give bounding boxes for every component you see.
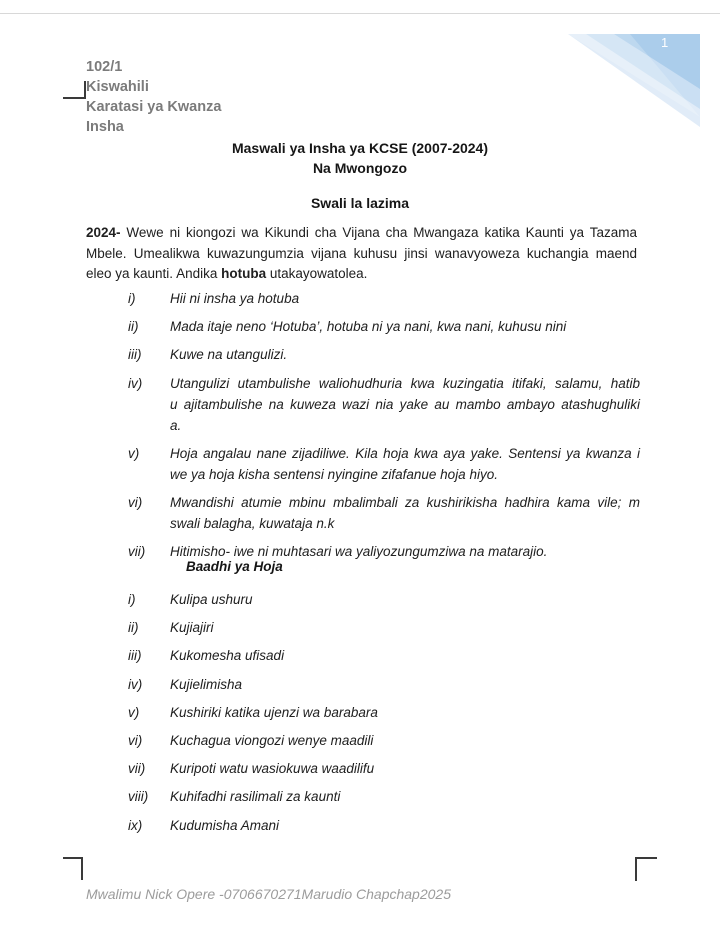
guideline-item: [128, 344, 640, 365]
section-heading: Swali la lazima: [310, 195, 410, 211]
top-divider: [0, 13, 720, 14]
plain-text: Wewe ni kiongozi wa Kikundi cha Vijana cha Mwangaza katika Kaunti ya Tazama: [120, 225, 637, 240]
question-line: [86, 244, 637, 265]
item-numeral: v): [128, 445, 140, 461]
item-text: [170, 316, 640, 337]
document-title: Maswali ya Insha ya KCSE (2007-2024): [231, 140, 489, 156]
crop-mark-bottom-left: [63, 857, 83, 880]
paper-header-line: Kiswahili: [86, 79, 149, 95]
point-item: [128, 758, 640, 779]
item-numeral: ii): [128, 319, 139, 335]
point-item: [128, 815, 640, 836]
item-text-line: Hitimisho- iwe ni muhtasari wa yaliyozungumziwa na matarajio.: [170, 544, 548, 560]
item-numeral: vi): [128, 732, 143, 748]
item-text-line: u ajitambulishe na kuweza wazi nia yake au mambo ambayo atashughuliki: [170, 396, 640, 412]
item-text-line: a.: [170, 417, 182, 433]
point-item: [128, 617, 640, 638]
item-text: [170, 373, 640, 436]
item-numeral: viii): [128, 789, 149, 805]
crop-mark-bottom-right: [635, 857, 657, 881]
point-item: [128, 786, 640, 807]
paper-header-line: Insha: [86, 119, 124, 135]
guideline-item: [128, 373, 640, 436]
item-text: Kuchagua viongozi wenye maadili: [170, 732, 374, 748]
guideline-item: [128, 316, 640, 337]
item-numeral: vi): [128, 494, 143, 510]
point-item: [128, 589, 640, 610]
item-text: Kulipa ushuru: [170, 592, 253, 607]
guidelines-list: [128, 288, 640, 569]
item-text: Kuhifadhi rasilimali za kaunti: [170, 789, 341, 805]
item-numeral: iii): [128, 648, 142, 664]
item-text-line: Kuwe na utangulizi.: [170, 347, 288, 363]
question-line: [86, 223, 637, 244]
item-numeral: ix): [128, 817, 143, 833]
item-text: [170, 344, 640, 365]
points-list: [128, 589, 640, 843]
question-text: [86, 223, 637, 285]
corner-decoration: [568, 33, 700, 127]
item-numeral: iv): [128, 676, 143, 692]
corner-triangle-icon: [568, 33, 700, 127]
point-item: [128, 730, 640, 751]
item-numeral: iv): [128, 375, 143, 391]
item-text: [170, 288, 640, 309]
item-text-line: Hii ni insha ya hotuba: [170, 291, 300, 306]
item-text: [170, 443, 640, 485]
guideline-item: [128, 492, 640, 534]
paper-header-line: Karatasi ya Kwanza: [86, 99, 222, 115]
bold-text: 2024-: [86, 225, 121, 240]
item-text-line: Mwandishi atumie mbinu mbalimbali za kushirikisha hadhira kama vile; m: [170, 494, 640, 510]
item-text-line: Hoja angalau nane zijadiliwe. Kila hoja kwa aya yake. Sentensi ya kwanza i: [170, 445, 640, 461]
item-text-line: Utangulizi utambulishe waliohudhuria kwa kuzingatia itifaki, salamu, hatib: [170, 375, 640, 391]
plain-text: utakayowatolea.: [266, 266, 368, 281]
item-text: Kujiajiri: [170, 620, 214, 636]
item-text-line: Mada itaje neno ‘Hotuba’, hotuba ni ya nani, kwa nani, kuhusu nini: [170, 319, 567, 335]
item-numeral: v): [128, 704, 140, 720]
question-line: [86, 264, 637, 285]
document-subtitle: Na Mwongozo: [312, 160, 408, 176]
item-numeral: iii): [128, 347, 142, 363]
footer-credit: Mwalimu Nick Opere -0706670271Marudio Chapchap2025: [86, 886, 451, 902]
page-number: 1: [661, 35, 669, 50]
item-text-line: swali balagha, kuwataja n.k: [170, 515, 335, 531]
item-text: Kudumisha Amani: [170, 817, 280, 833]
paper-header: [86, 57, 221, 137]
item-numeral: i): [128, 291, 136, 306]
item-numeral: i): [128, 592, 136, 607]
plain-text: Mbele. Umealikwa kuwazungumzia vijana kuhusu jinsi wanavyoweza kuchangia maend: [86, 245, 637, 261]
item-numeral: ii): [128, 620, 139, 636]
item-text-line: we ya hoja kisha sentensi nyingine zifafanue hoja hiyo.: [170, 466, 498, 482]
paper-header-line: 102/1: [86, 59, 123, 75]
item-text: Kushiriki katika ujenzi wa barabara: [170, 704, 378, 720]
guideline-item: [128, 443, 640, 485]
guideline-item: [128, 288, 640, 309]
plain-text: eleo ya kaunti. Andika: [86, 266, 222, 281]
points-heading: Baadhi ya Hoja: [186, 559, 283, 574]
point-item: [128, 702, 640, 723]
point-item: [128, 674, 640, 695]
crop-mark-header: [63, 81, 86, 99]
point-item: [128, 645, 640, 666]
item-numeral: vii): [128, 544, 146, 560]
item-numeral: vii): [128, 761, 146, 777]
bold-text: hotuba: [221, 266, 267, 281]
item-text: Kukomesha ufisadi: [170, 648, 285, 664]
item-text: [170, 492, 640, 534]
item-text: Kujielimisha: [170, 676, 243, 692]
item-text: Kuripoti watu wasiokuwa waadilifu: [170, 761, 375, 777]
